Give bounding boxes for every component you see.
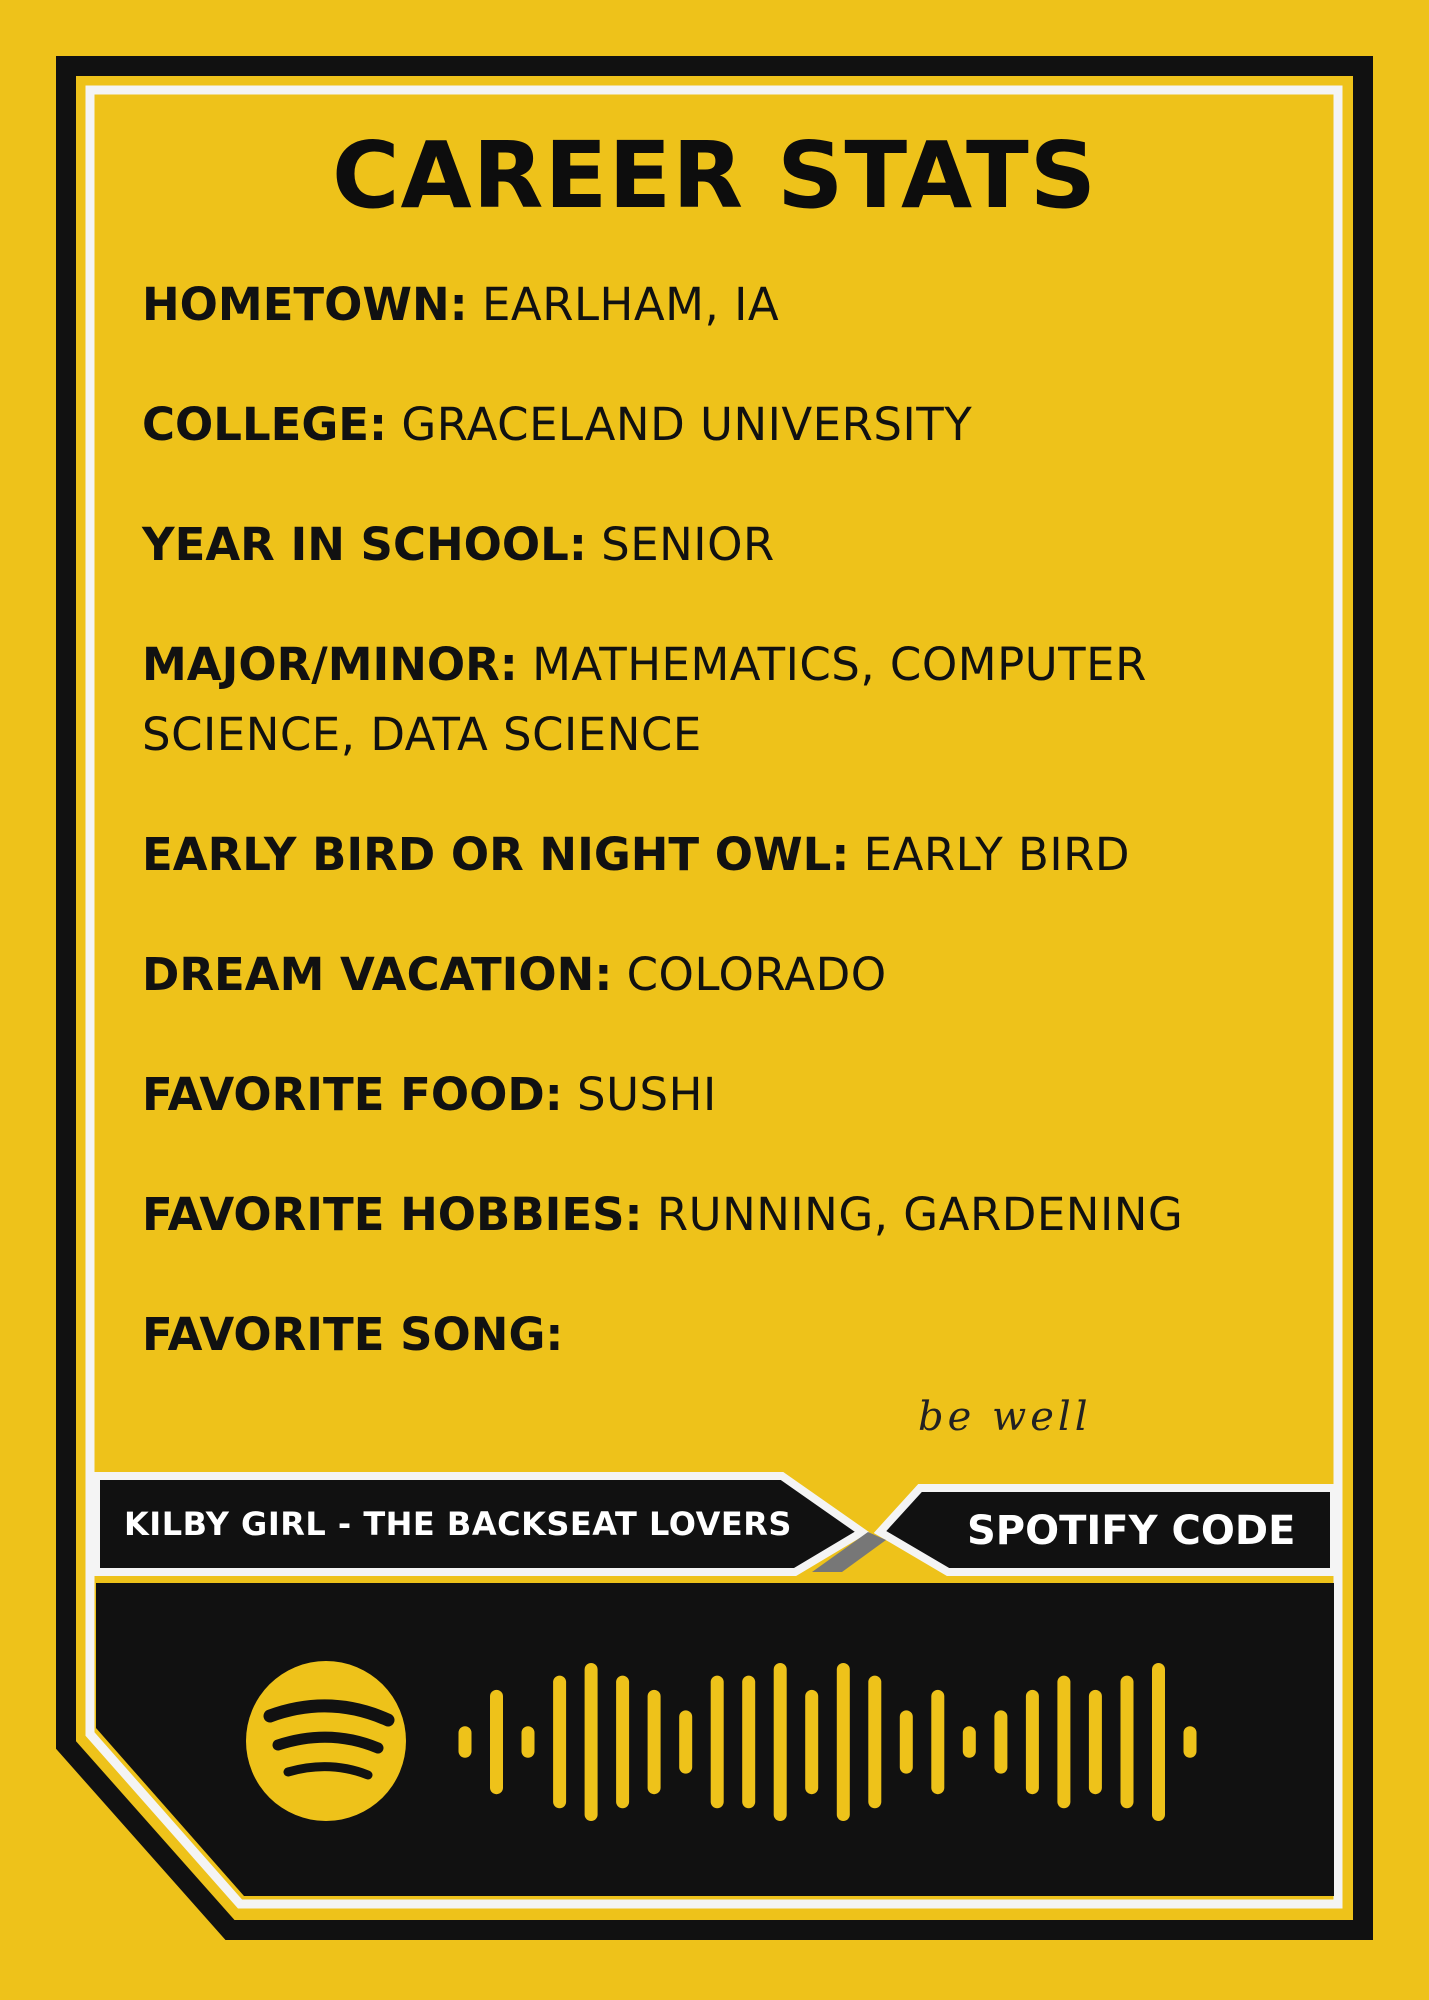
stat-dream-vacation	[142, 940, 1262, 1060]
stat-label: HOMETOWN:	[142, 278, 468, 331]
code-bar	[616, 1676, 629, 1809]
stat-label: EARLY BIRD OR NIGHT OWL:	[142, 828, 850, 881]
stat-value: SUSHI	[577, 1068, 717, 1121]
code-bar	[837, 1663, 850, 1821]
code-bar	[1057, 1676, 1070, 1809]
stat-hometown	[142, 270, 1262, 390]
stats-list	[142, 270, 1262, 1420]
code-bar	[1026, 1690, 1039, 1794]
spotify-code-label: SPOTIFY CODE	[967, 1508, 1296, 1554]
stat-favorite-hobbies	[142, 1180, 1262, 1300]
code-bar	[805, 1690, 818, 1794]
code-bar	[553, 1676, 566, 1809]
stat-major-minor	[142, 630, 1262, 820]
stat-value: EARLY BIRD	[863, 828, 1131, 881]
spotify-logo-icon	[246, 1661, 406, 1821]
stat-value: EARLHAM, IA	[482, 278, 780, 331]
code-bar	[963, 1726, 976, 1758]
code-bar	[711, 1676, 724, 1809]
stat-value: RUNNING, GARDENING	[656, 1188, 1184, 1241]
stat-label: FAVORITE SONG:	[142, 1308, 564, 1361]
code-bar	[868, 1676, 881, 1809]
code-bar	[900, 1710, 913, 1773]
code-bar	[1121, 1676, 1134, 1809]
code-bar	[459, 1726, 472, 1758]
stat-label: FAVORITE HOBBIES:	[142, 1188, 643, 1241]
stat-value: GRACELAND UNIVERSITY	[401, 398, 973, 451]
code-bar	[490, 1690, 503, 1794]
stat-label: YEAR IN SCHOOL:	[142, 518, 587, 571]
stat-favorite-song	[142, 1300, 1262, 1420]
song-title: KILBY GIRL - THE BACKSEAT LOVERS	[124, 1505, 792, 1543]
code-bar	[679, 1710, 692, 1773]
code-bar	[1152, 1663, 1165, 1821]
stat-college	[142, 390, 1262, 510]
stat-early-bird-night-owl	[142, 820, 1262, 940]
stat-label: FAVORITE FOOD:	[142, 1068, 563, 1121]
code-bar	[648, 1690, 661, 1794]
stat-label: COLLEGE:	[142, 398, 388, 451]
stat-value: COLORADO	[626, 948, 887, 1001]
code-bar	[742, 1676, 755, 1809]
stat-value: SENIOR	[601, 518, 775, 571]
stat-label: MAJOR/MINOR:	[142, 638, 518, 691]
code-bar	[585, 1663, 598, 1821]
page-title: CAREER STATS	[331, 122, 1098, 229]
code-bar	[1089, 1690, 1102, 1794]
code-bar	[931, 1690, 944, 1794]
code-bar	[522, 1726, 535, 1758]
stat-year-in-school	[142, 510, 1262, 630]
code-bar	[1184, 1726, 1197, 1758]
code-bar	[994, 1710, 1007, 1773]
stat-label: DREAM VACATION:	[142, 948, 613, 1001]
stat-value: MATHEMATICS, COMPUTER SCIENCE, DATA SCIENCE	[142, 638, 1147, 761]
stat-favorite-food	[142, 1060, 1262, 1180]
code-bar	[774, 1663, 787, 1821]
signature: be well	[918, 1394, 1092, 1440]
